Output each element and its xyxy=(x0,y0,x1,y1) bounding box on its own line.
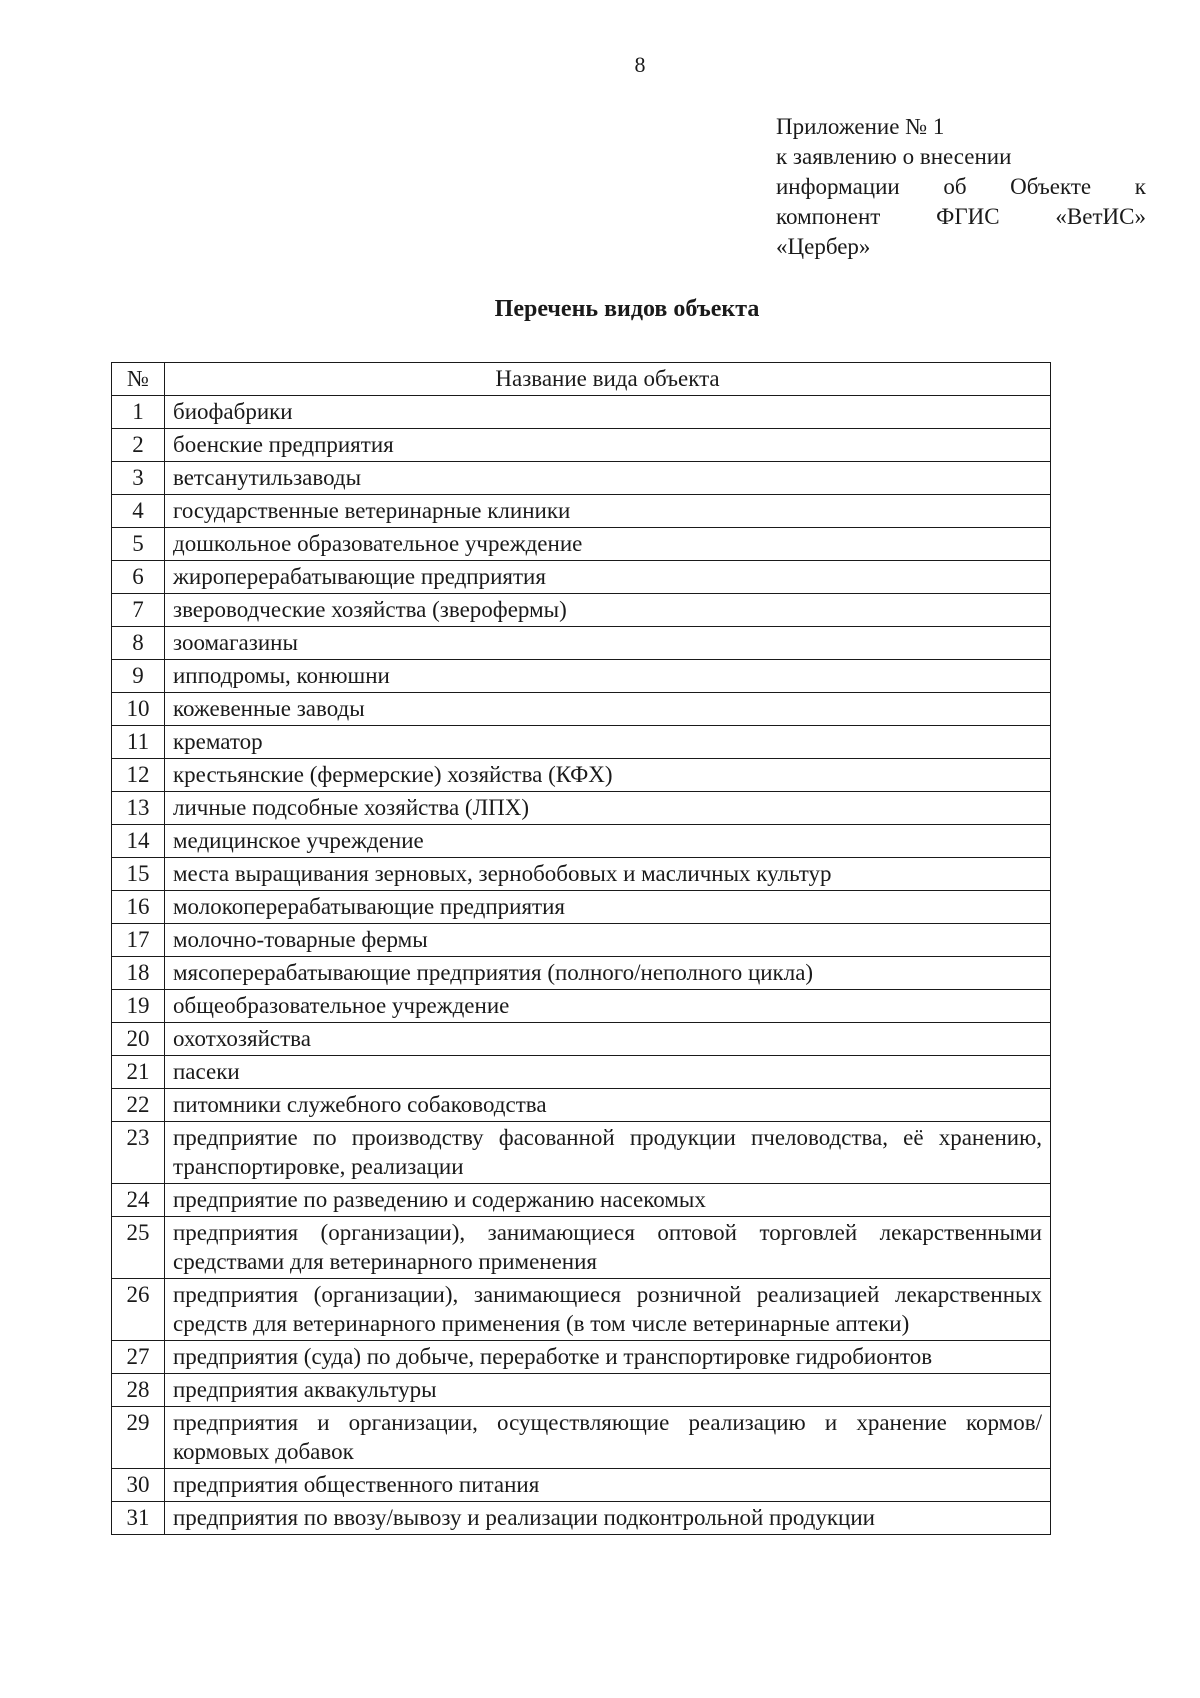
table-row xyxy=(112,1122,1051,1184)
object-type-name: предприятия аквакультуры xyxy=(165,1374,1051,1407)
object-type-name: крестьянские (фермерские) хозяйства (КФХ) xyxy=(165,759,1051,792)
table-row xyxy=(112,792,1051,825)
object-type-name: жироперерабатывающие предприятия xyxy=(165,561,1051,594)
object-type-name: ипподромы, конюшни xyxy=(165,660,1051,693)
appendix-line-3 xyxy=(776,172,1146,202)
appendix-line-2: к заявлению о внесении xyxy=(776,144,1012,169)
table-row xyxy=(112,1374,1051,1407)
row-number: 18 xyxy=(112,957,165,990)
table-row xyxy=(112,1502,1051,1535)
appendix-word: к xyxy=(1134,174,1146,199)
table-row xyxy=(112,594,1051,627)
appendix-word: компонент xyxy=(776,204,881,229)
table-row xyxy=(112,924,1051,957)
object-type-name: дошкольное образовательное учреждение xyxy=(165,528,1051,561)
object-type-name: предприятия общественного питания xyxy=(165,1469,1051,1502)
table-row xyxy=(112,1217,1051,1279)
object-type-name: предприятия и организации, осуществляющие реализацию и хранение кормов/кормовых добавок xyxy=(165,1407,1051,1469)
row-number: 29 xyxy=(112,1407,165,1469)
appendix-word: Объекте xyxy=(1010,174,1092,199)
object-type-name: предприятие по разведению и содержанию насекомых xyxy=(165,1184,1051,1217)
appendix-line-5: «Цербер» xyxy=(776,234,871,259)
document-title: Перечень видов объекта xyxy=(494,296,760,322)
appendix-line-1: Приложение № 1 xyxy=(776,114,945,139)
row-number: 22 xyxy=(112,1089,165,1122)
row-number: 15 xyxy=(112,858,165,891)
table-row xyxy=(112,726,1051,759)
row-number: 19 xyxy=(112,990,165,1023)
row-number: 10 xyxy=(112,693,165,726)
table-row xyxy=(112,495,1051,528)
table-row xyxy=(112,1056,1051,1089)
table-row xyxy=(112,957,1051,990)
row-number: 24 xyxy=(112,1184,165,1217)
object-type-name: ветсанутильзаводы xyxy=(165,462,1051,495)
object-type-name: биофабрики xyxy=(165,396,1051,429)
object-type-name: медицинское учреждение xyxy=(165,825,1051,858)
object-type-name: места выращивания зерновых, зернобобовых и масличных культур xyxy=(165,858,1051,891)
row-number: 9 xyxy=(112,660,165,693)
page-number: 8 xyxy=(634,52,646,77)
object-type-name: молочно-товарные фермы xyxy=(165,924,1051,957)
row-number: 3 xyxy=(112,462,165,495)
row-number: 16 xyxy=(112,891,165,924)
table-row xyxy=(112,693,1051,726)
row-number: 14 xyxy=(112,825,165,858)
object-type-name: кожевенные заводы xyxy=(165,693,1051,726)
table-row xyxy=(112,891,1051,924)
column-header-number: № xyxy=(112,363,165,396)
table-row xyxy=(112,561,1051,594)
object-type-name: предприятия (организации), занимающиеся розничной реализацией лекарственных средств для ветеринарного применения (в том числе ветеринарные аптеки) xyxy=(165,1279,1051,1341)
object-types-table xyxy=(111,362,1051,1535)
object-type-name: предприятие по производству фасованной продукции пчеловодства, её хранению, транспортировке, реализации xyxy=(165,1122,1051,1184)
table-row xyxy=(112,660,1051,693)
table-row xyxy=(112,1341,1051,1374)
row-number: 11 xyxy=(112,726,165,759)
table-row xyxy=(112,528,1051,561)
object-type-name: предприятия по ввозу/вывозу и реализации подконтрольной продукции xyxy=(165,1502,1051,1535)
appendix-word: «ВетИС» xyxy=(1055,204,1146,229)
appendix-header xyxy=(776,112,1146,262)
object-type-name: зоомагазины xyxy=(165,627,1051,660)
row-number: 26 xyxy=(112,1279,165,1341)
appendix-word: ФГИС xyxy=(936,204,1000,229)
table-row xyxy=(112,1469,1051,1502)
object-type-name: предприятия (суда) по добыче, переработке и транспортировке гидробионтов xyxy=(165,1341,1051,1374)
row-number: 27 xyxy=(112,1341,165,1374)
table-row xyxy=(112,990,1051,1023)
row-number: 30 xyxy=(112,1469,165,1502)
object-type-name: крематор xyxy=(165,726,1051,759)
row-number: 5 xyxy=(112,528,165,561)
table-row xyxy=(112,1279,1051,1341)
appendix-word: об xyxy=(943,174,967,199)
table-header-row xyxy=(112,363,1051,396)
object-type-name: государственные ветеринарные клиники xyxy=(165,495,1051,528)
row-number: 2 xyxy=(112,429,165,462)
row-number: 28 xyxy=(112,1374,165,1407)
row-number: 6 xyxy=(112,561,165,594)
object-type-name: молокоперерабатывающие предприятия xyxy=(165,891,1051,924)
object-type-name: пасеки xyxy=(165,1056,1051,1089)
row-number: 13 xyxy=(112,792,165,825)
object-type-name: питомники служебного собаководства xyxy=(165,1089,1051,1122)
table-row xyxy=(112,1407,1051,1469)
row-number: 25 xyxy=(112,1217,165,1279)
object-type-name: общеобразовательное учреждение xyxy=(165,990,1051,1023)
row-number: 7 xyxy=(112,594,165,627)
row-number: 1 xyxy=(112,396,165,429)
table-row xyxy=(112,462,1051,495)
object-type-name: охотхозяйства xyxy=(165,1023,1051,1056)
appendix-line-4 xyxy=(776,202,1146,232)
table-row xyxy=(112,1089,1051,1122)
row-number: 8 xyxy=(112,627,165,660)
object-type-name: звероводческие хозяйства (зверофермы) xyxy=(165,594,1051,627)
appendix-word: информации xyxy=(776,174,900,199)
object-type-name: личные подсобные хозяйства (ЛПХ) xyxy=(165,792,1051,825)
object-type-name: боенские предприятия xyxy=(165,429,1051,462)
row-number: 21 xyxy=(112,1056,165,1089)
table-row xyxy=(112,858,1051,891)
row-number: 23 xyxy=(112,1122,165,1184)
table-row xyxy=(112,429,1051,462)
table-row xyxy=(112,396,1051,429)
object-type-name: предприятия (организации), занимающиеся оптовой торговлей лекарственными средствами для ветеринарного применения xyxy=(165,1217,1051,1279)
column-header-name: Название вида объекта xyxy=(165,363,1051,396)
table-row xyxy=(112,759,1051,792)
row-number: 17 xyxy=(112,924,165,957)
table-row xyxy=(112,1023,1051,1056)
row-number: 31 xyxy=(112,1502,165,1535)
table-row xyxy=(112,627,1051,660)
object-type-name: мясоперерабатывающие предприятия (полного/неполного цикла) xyxy=(165,957,1051,990)
table-row xyxy=(112,825,1051,858)
row-number: 12 xyxy=(112,759,165,792)
row-number: 4 xyxy=(112,495,165,528)
table-body xyxy=(112,396,1051,1535)
row-number: 20 xyxy=(112,1023,165,1056)
table-row xyxy=(112,1184,1051,1217)
